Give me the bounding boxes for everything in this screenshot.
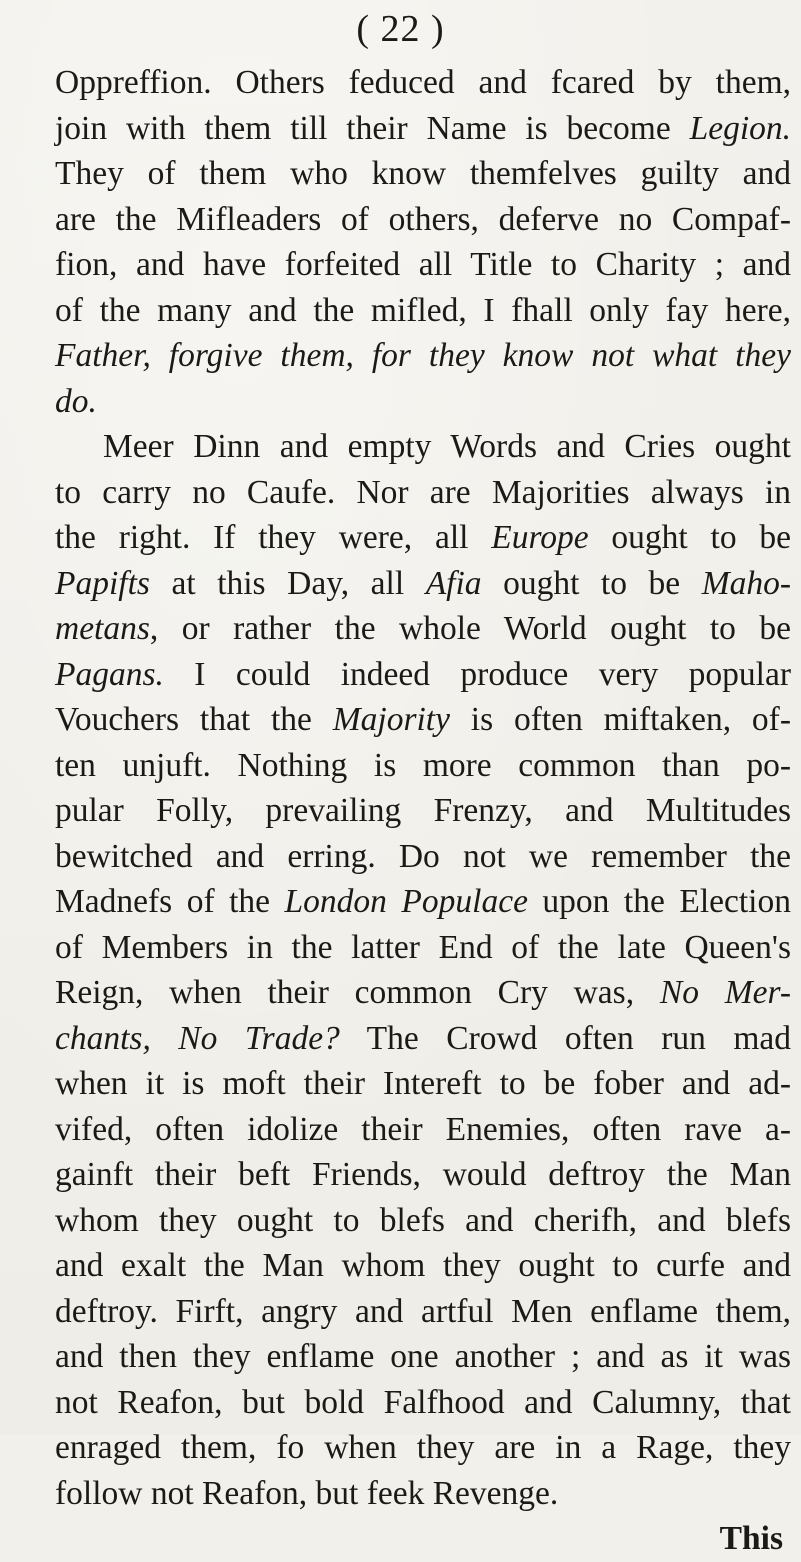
text-fragment: when it is moft their Intereft to be fober and ad- [55,1065,791,1102]
text-fragment: ought to be [588,519,791,556]
text-fragment: at this Day, all [149,564,426,602]
text-fragment: ought to be [481,564,702,602]
text-line [55,333,791,379]
text-line [55,925,791,971]
text-line [55,652,791,698]
italic-text: No Mer- [659,974,791,1011]
italic-text: do. [55,382,97,420]
text-fragment: join with them till their Name is become [55,109,690,147]
text-fragment: fion, and have forfeited all Title to Charity ; and [55,246,791,283]
text-fragment: and exalt the Man whom they ought to curfe and [55,1247,791,1284]
text-fragment: enraged them, fo when they are in a Rage, they [55,1429,791,1466]
text-fragment: the right. If they were, all [55,519,492,556]
italic-text: London Populace [284,883,528,920]
text-fragment: whom they ought to blefs and cherifh, and blefs [55,1201,791,1239]
text-line [55,106,791,152]
text-line [55,515,791,561]
text-fragment: The Crowd often run mad [339,1019,791,1057]
text-line [55,1289,791,1335]
italic-text: Father, forgive them, for they know not what they [55,337,791,374]
text-fragment: of Members in the latter End of the late Queen's [55,928,791,966]
text-fragment: follow not Reafon, but feek Revenge. [55,1474,559,1512]
text-line [55,151,791,197]
text-line [55,1243,791,1289]
italic-text: Papifts [55,564,150,602]
body-text [55,60,791,1562]
text-fragment: upon the Election [527,883,791,920]
text-line [55,424,791,470]
text-fragment: , or rather the whole World ought to be [149,610,791,647]
italic-text: Afia [425,564,482,602]
text-line [55,1425,791,1471]
text-line [55,1107,791,1153]
italic-text: Pagans. [55,655,164,693]
text-fragment: Reign, when their common Cry was, [55,974,660,1011]
text-fragment: and then they enflame one another ; and as it was [55,1338,791,1375]
text-line [55,879,791,925]
text-line [55,788,791,834]
text-fragment: of the many and the mifled, I fhall only fay here, [55,291,791,329]
text-fragment: I could indeed produce very popular [163,655,791,693]
text-fragment: Vouchers that the [55,701,333,738]
text-line [55,288,791,334]
text-line [55,1198,791,1244]
text-fragment: deftroy. Firft, angry and artful Men enflame them, [55,1292,791,1330]
catchword: This [719,1520,783,1557]
text-fragment: Madnefs of the [55,883,285,920]
text-fragment: not Reafon, but bold Falfhood and Calumny, that [55,1383,791,1421]
page-number-header: ( 22 ) [356,8,445,50]
text-line [55,60,791,106]
italic-text: metans [55,610,150,647]
text-line [55,197,791,243]
text-fragment: to carry no Caufe. Nor are Majorities always in [55,473,791,511]
text-line [55,834,791,880]
italic-text: Maho- [701,564,792,602]
text-fragment: is often miftaken, of- [449,701,791,738]
text-line [55,1152,791,1198]
text-fragment: vifed, often idolize their Enemies, often rave a- [55,1110,791,1148]
text-line [55,697,791,743]
text-fragment: They of them who know themfelves guilty and [55,155,791,192]
italic-text: Legion. [689,109,791,147]
text-line [55,1016,791,1062]
italic-text: Europe [491,519,589,556]
text-line [55,561,791,607]
text-line [55,1061,791,1107]
text-line [55,1380,791,1426]
text-fragment: are the Mifleaders of others, deferve no Compaf- [55,200,791,238]
text-line [55,1471,791,1517]
text-line [55,743,791,789]
text-line [55,606,791,652]
italic-text: Majority [332,701,450,738]
text-fragment: pular Folly, prevailing Frenzy, and Multitudes [55,792,791,829]
italic-text: chants, No Trade? [55,1019,340,1057]
text-line [55,242,791,288]
text-fragment: gainft their beft Friends, would deftroy the Man [55,1156,791,1193]
text-line [55,1334,791,1380]
text-line [55,470,791,516]
text-fragment: ten unjuft. Nothing is more common than po- [55,746,791,784]
text-fragment: bewitched and erring. Do not we remember the [55,837,791,875]
text-line [55,379,791,425]
text-fragment: Meer Dinn and empty Words and Cries ought [103,428,791,465]
text-line [55,970,791,1016]
text-fragment: Oppreffion. Others feduced and fcared by them, [55,64,791,101]
